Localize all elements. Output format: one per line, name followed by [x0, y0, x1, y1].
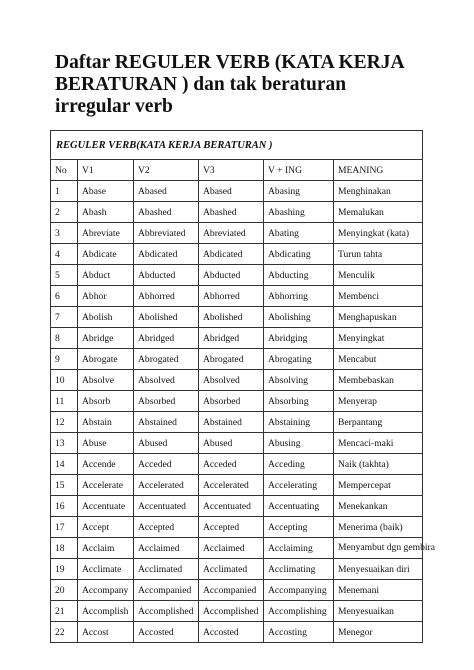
- table-row: [51, 601, 423, 622]
- table-body: [51, 181, 435, 643]
- title-line: BERATURAN ) dan tak beraturan: [55, 74, 347, 95]
- cell-no: 9: [51, 349, 78, 370]
- cell-no: 3: [51, 223, 78, 244]
- cell-v2: Abbreviated: [134, 223, 199, 244]
- cell-v3: Abased: [199, 181, 264, 202]
- cell-v2: Absorbed: [134, 391, 199, 412]
- cell-v3: Abdicated: [199, 244, 264, 265]
- cell-v1: Abuse: [78, 433, 134, 454]
- cell-v3: Abreviated: [199, 223, 264, 244]
- cell-meaning: Menculik: [334, 265, 423, 286]
- cell-v1: Absorb: [78, 391, 134, 412]
- cell-ving: Abrogating: [264, 349, 334, 370]
- cell-v2: Acceded: [134, 454, 199, 475]
- cell-v3: Accosted: [199, 622, 264, 643]
- cell-no: 1: [51, 181, 78, 202]
- cell-v3: Acclaimed: [199, 538, 264, 559]
- cell-meaning: Menemani: [334, 580, 423, 601]
- cell-v2: Acclimated: [134, 559, 199, 580]
- cell-v1: Accept: [78, 517, 134, 538]
- cell-no: 2: [51, 202, 78, 223]
- cell-v1: Acclimate: [78, 559, 134, 580]
- cell-v2: Abdicated: [134, 244, 199, 265]
- cell-v3: Abused: [199, 433, 264, 454]
- cell-v2: Abducted: [134, 265, 199, 286]
- cell-v3: Abolished: [199, 307, 264, 328]
- table-row: [51, 622, 423, 643]
- cell-v1: Abreviate: [78, 223, 134, 244]
- cell-v3: Accelerated: [199, 475, 264, 496]
- cell-no: 8: [51, 328, 78, 349]
- cell-v1: Absolve: [78, 370, 134, 391]
- table-row: [51, 454, 423, 475]
- table-row: [51, 391, 423, 412]
- cell-no: 22: [51, 622, 78, 643]
- cell-v2: Abolished: [134, 307, 199, 328]
- cell-meaning: Membenci: [334, 286, 423, 307]
- cell-ving: Abhorring: [264, 286, 334, 307]
- cell-ving: Abdicating: [264, 244, 334, 265]
- cell-v1: Accentuate: [78, 496, 134, 517]
- cell-ving: Abasing: [264, 181, 334, 202]
- cell-v2: Accentuated: [134, 496, 199, 517]
- cell-meaning: Membebaskan: [334, 370, 423, 391]
- table-row: [51, 475, 423, 496]
- cell-v2: Accepted: [134, 517, 199, 538]
- table-row: [51, 517, 423, 538]
- cell-v1: Accende: [78, 454, 134, 475]
- table-row: [51, 538, 423, 559]
- cell-no: 19: [51, 559, 78, 580]
- table-row: [51, 307, 423, 328]
- table-row: [51, 223, 423, 244]
- cell-v2: Abased: [134, 181, 199, 202]
- cell-ving: Acclaiming: [264, 538, 334, 559]
- cell-v1: Accost: [78, 622, 134, 643]
- cell-v3: Abridged: [199, 328, 264, 349]
- table-row: [51, 559, 423, 580]
- table-row: [51, 580, 423, 601]
- cell-no: 15: [51, 475, 78, 496]
- table-row: [51, 265, 423, 286]
- cell-v1: Acclaim: [78, 538, 134, 559]
- cell-v1: Accompany: [78, 580, 134, 601]
- cell-meaning: Menghinakan: [334, 181, 423, 202]
- cell-meaning: Menegor: [334, 622, 423, 643]
- cell-v2: Absolved: [134, 370, 199, 391]
- table-row: [51, 433, 423, 454]
- table-row: [51, 286, 423, 307]
- cell-v3: Accentuated: [199, 496, 264, 517]
- cell-v2: Accelerated: [134, 475, 199, 496]
- cell-v3: Accompanied: [199, 580, 264, 601]
- cell-v1: Abash: [78, 202, 134, 223]
- cell-meaning: Menyesuaikan diri: [334, 559, 423, 580]
- cell-no: 20: [51, 580, 78, 601]
- cell-no: 13: [51, 433, 78, 454]
- table-row: [51, 496, 423, 517]
- cell-v1: Accomplish: [78, 601, 134, 622]
- cell-no: 11: [51, 391, 78, 412]
- cell-v3: Accomplished: [199, 601, 264, 622]
- cell-meaning: Menyambut dgn gembira: [334, 538, 423, 559]
- cell-v2: Abhorred: [134, 286, 199, 307]
- cell-meaning: Menerima (baik): [334, 517, 423, 538]
- cell-v2: Abashed: [134, 202, 199, 223]
- title-line: Daftar REGULER VERB (KATA KERJA: [55, 52, 405, 73]
- cell-v2: Abstained: [134, 412, 199, 433]
- cell-v1: Abrogate: [78, 349, 134, 370]
- column-header-v3: V3: [199, 160, 264, 181]
- verb-table: [50, 130, 435, 643]
- cell-ving: Abusing: [264, 433, 334, 454]
- cell-ving: Abducting: [264, 265, 334, 286]
- cell-ving: Abridging: [264, 328, 334, 349]
- cell-ving: Absorbing: [264, 391, 334, 412]
- cell-v3: Acclimated: [199, 559, 264, 580]
- column-header-v2: V2: [134, 160, 199, 181]
- cell-ving: Acceding: [264, 454, 334, 475]
- cell-no: 16: [51, 496, 78, 517]
- title-line: irregular verb: [55, 96, 173, 117]
- cell-meaning: Mencabut: [334, 349, 423, 370]
- cell-meaning: Menyerap: [334, 391, 423, 412]
- cell-meaning: Menghapuskan: [334, 307, 423, 328]
- cell-no: 18: [51, 538, 78, 559]
- table-row: [51, 202, 423, 223]
- cell-v1: Abdicate: [78, 244, 134, 265]
- table-row: [51, 370, 423, 391]
- cell-v3: Abducted: [199, 265, 264, 286]
- cell-v2: Abused: [134, 433, 199, 454]
- cell-v1: Abduct: [78, 265, 134, 286]
- column-header-meaning: MEANING: [334, 160, 423, 181]
- cell-ving: Accepting: [264, 517, 334, 538]
- cell-ving: Accelerating: [264, 475, 334, 496]
- cell-meaning: Berpantang: [334, 412, 423, 433]
- cell-ving: Absolving: [264, 370, 334, 391]
- cell-no: 4: [51, 244, 78, 265]
- cell-ving: Accompanying: [264, 580, 334, 601]
- cell-v3: Abrogated: [199, 349, 264, 370]
- cell-v3: Accepted: [199, 517, 264, 538]
- cell-no: 10: [51, 370, 78, 391]
- cell-v2: Accompanied: [134, 580, 199, 601]
- cell-meaning: Menekankan: [334, 496, 423, 517]
- cell-meaning: Turun tahta: [334, 244, 423, 265]
- cell-meaning: Menyingkat (kata): [334, 223, 423, 244]
- cell-ving: Abating: [264, 223, 334, 244]
- cell-v1: Abhor: [78, 286, 134, 307]
- cell-v1: Abridge: [78, 328, 134, 349]
- cell-v1: Accelerate: [78, 475, 134, 496]
- cell-ving: Accomplishing: [264, 601, 334, 622]
- cell-no: 17: [51, 517, 78, 538]
- cell-meaning: Memalukan: [334, 202, 423, 223]
- cell-no: 6: [51, 286, 78, 307]
- cell-v3: Abashed: [199, 202, 264, 223]
- cell-meaning: Mempercepat: [334, 475, 423, 496]
- table-row: [51, 181, 423, 202]
- cell-no: 5: [51, 265, 78, 286]
- cell-meaning: Menyingkat: [334, 328, 423, 349]
- table-row: [51, 412, 423, 433]
- cell-v2: Accomplished: [134, 601, 199, 622]
- cell-ving: Accosting: [264, 622, 334, 643]
- cell-v1: Abase: [78, 181, 134, 202]
- cell-v2: Abridged: [134, 328, 199, 349]
- cell-no: 7: [51, 307, 78, 328]
- cell-ving: Acclimating: [264, 559, 334, 580]
- column-header-no: No: [51, 160, 78, 181]
- cell-meaning: Menyesuaikan: [334, 601, 423, 622]
- table-caption: REGULER VERB(KATA KERJA BERATURAN ): [51, 131, 423, 160]
- cell-meaning: Naik (takhta): [334, 454, 423, 475]
- cell-ving: Abolishing: [264, 307, 334, 328]
- cell-no: 21: [51, 601, 78, 622]
- cell-v1: Abolish: [78, 307, 134, 328]
- cell-v3: Acceded: [199, 454, 264, 475]
- cell-v2: Abrogated: [134, 349, 199, 370]
- cell-ving: Abashing: [264, 202, 334, 223]
- table-row: [51, 328, 423, 349]
- cell-v3: Abstained: [199, 412, 264, 433]
- cell-v1: Abstain: [78, 412, 134, 433]
- cell-v2: Acclaimed: [134, 538, 199, 559]
- cell-v3: Absolved: [199, 370, 264, 391]
- cell-v3: Absorbed: [199, 391, 264, 412]
- column-header-v1: V1: [78, 160, 134, 181]
- table-row: [51, 244, 423, 265]
- document-title: [55, 52, 435, 118]
- column-header-ving: V + ING: [264, 160, 334, 181]
- cell-ving: Abstaining: [264, 412, 334, 433]
- table-row: [51, 349, 423, 370]
- cell-meaning: Mencaci-maki: [334, 433, 423, 454]
- cell-v2: Accosted: [134, 622, 199, 643]
- table-header-row: [51, 160, 423, 181]
- cell-no: 14: [51, 454, 78, 475]
- cell-v3: Abhorred: [199, 286, 264, 307]
- cell-no: 12: [51, 412, 78, 433]
- cell-ving: Accentuating: [264, 496, 334, 517]
